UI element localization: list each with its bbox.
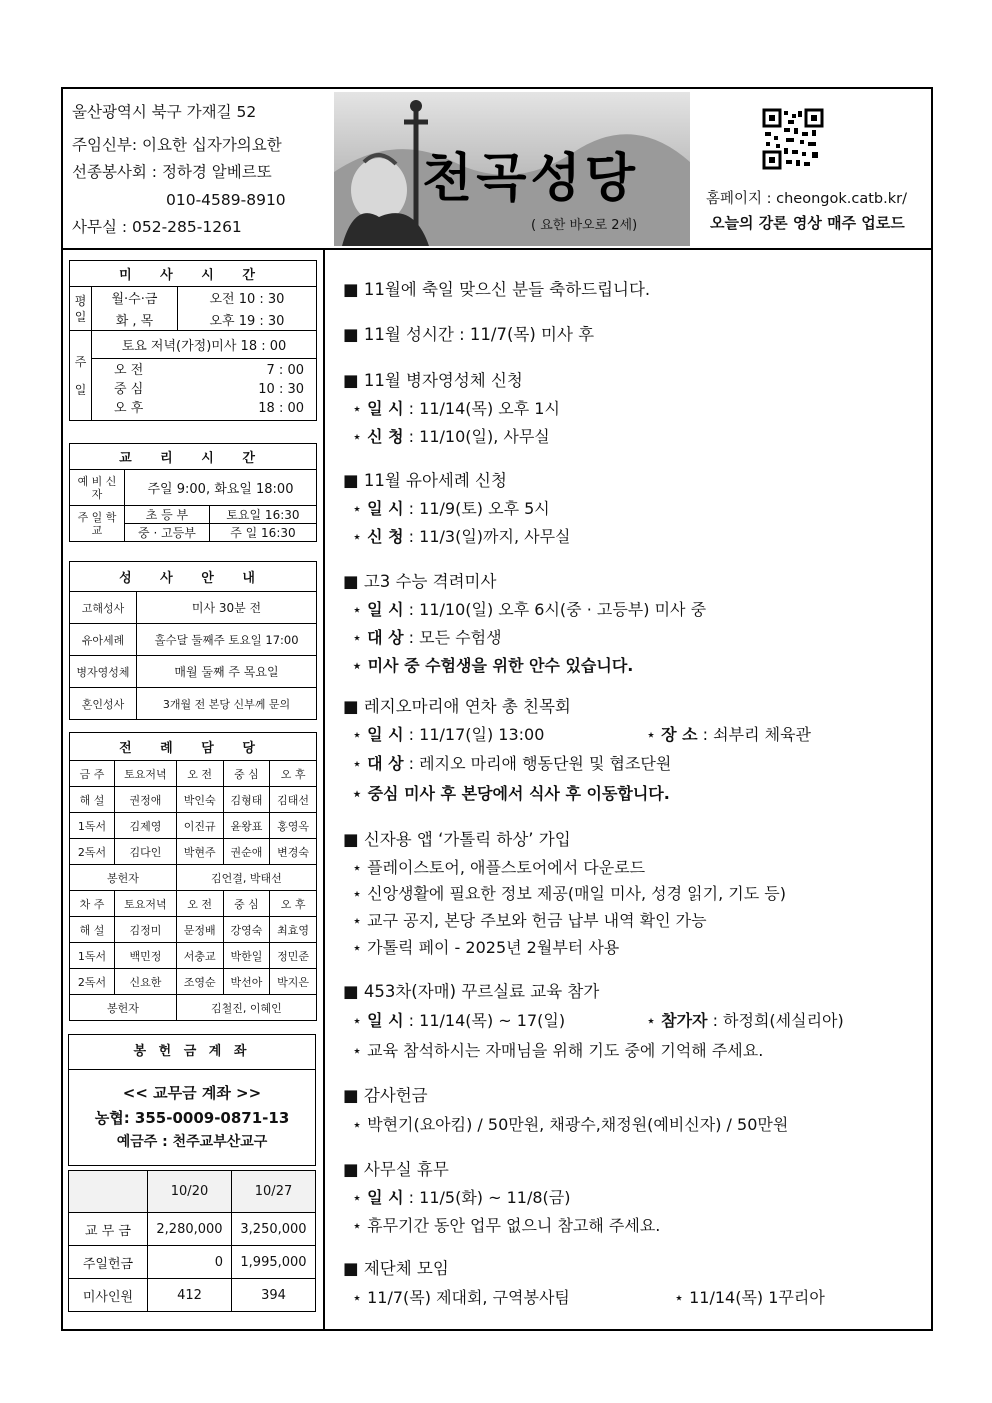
- sunday-label-2: 일: [74, 382, 87, 397]
- office-phone: 사무실 : 052-285-1261: [72, 218, 242, 236]
- notice-title: ■ 고3 수능 격려미사: [343, 572, 497, 591]
- catechism-title: 교 리 시 간: [70, 444, 317, 470]
- weekday-time-2: 오후 19 : 30: [177, 309, 316, 331]
- secondary-label: 중 · 고등부: [125, 524, 210, 542]
- notice-title: ■ 레지오마리애 연차 총 친목회: [343, 697, 571, 716]
- liturgy-title: 전 례 담 당: [70, 733, 317, 761]
- liturgy-header-cell: 토요저녁: [115, 891, 177, 917]
- finance-label: 미사인원: [69, 1279, 148, 1312]
- notice-item: ⋆ 중심 미사 후 본당에서 식사 후 이동합니다.: [352, 784, 670, 803]
- notice-item: ⋆ 대 상 : 모든 수험생: [352, 628, 502, 647]
- finance-value: 1,995,000: [232, 1246, 316, 1279]
- account-number: 농협: 355-0009-0871-13: [94, 1109, 290, 1127]
- liturgy-cell: 변경숙: [270, 839, 317, 865]
- liturgy-cell: 박인숙: [176, 787, 223, 813]
- notice-item: ⋆ 참가자 : 하정희(세실리아): [646, 1011, 844, 1030]
- notice-title: ■ 감사헌금: [343, 1086, 428, 1105]
- notice-item: ⋆ 일 시 : 11/17(일) 13:00: [352, 725, 545, 744]
- liturgy-cell: 강영숙: [223, 917, 270, 943]
- catechism-table: [69, 443, 317, 542]
- homepage-url[interactable]: 홈페이지 : cheongok.catb.kr/: [706, 191, 907, 207]
- weekday-label-1: 평: [74, 293, 87, 308]
- liturgy-cell: 김제영: [115, 813, 177, 839]
- liturgy-cell: 신요한: [115, 969, 177, 995]
- notice-item: ⋆ 11/14(목) 1꾸리아: [674, 1288, 825, 1307]
- finance-value: 412: [148, 1279, 232, 1312]
- header-divider: [61, 248, 933, 250]
- liturgy-header-cell: 오 전: [176, 761, 223, 787]
- liturgy-cell: 박한일: [223, 943, 270, 969]
- sacrament-info: 매월 둘째 주 목요일: [137, 656, 317, 688]
- notice-title: ■ 제단체 모임: [343, 1259, 449, 1278]
- saturday-evening-mass: 토요 저녁(가정)미사 18 : 00: [92, 331, 317, 359]
- donation-title: 봉 헌 금 계 좌: [69, 1035, 315, 1070]
- notice-title: ■ 신자용 앱 ‘가톨릭 하상’ 가입: [343, 830, 571, 849]
- sacraments-table: [69, 561, 317, 720]
- notice-title: ■ 11월 성시간 : 11/7(목) 미사 후: [343, 325, 595, 344]
- donation-box: [68, 1034, 316, 1166]
- sacraments-title: 성 사 안 내: [70, 562, 317, 592]
- notice-item: ⋆ 일 시 : 11/5(화) ~ 11/8(금): [352, 1188, 571, 1207]
- liturgy-cell: 이진규: [176, 813, 223, 839]
- offering-names: 김언결, 박태선: [176, 865, 316, 891]
- liturgy-cell: 문정배: [176, 917, 223, 943]
- liturgy-cell: 백민정: [115, 943, 177, 969]
- notice-item: ⋆ 11/7(목) 제대회, 구역봉사팀: [352, 1288, 570, 1307]
- secondary-time: 주 일 16:30: [209, 524, 316, 542]
- account-holder: 예금주 : 천주교부산교구: [116, 1134, 268, 1150]
- sacrament-name: 유아세례: [70, 624, 137, 656]
- notice-item: ⋆ 휴무기간 동안 업무 없으니 참고해 주세요.: [352, 1216, 661, 1235]
- notice-item: ⋆ 가톨릭 페이 - 2025년 2월부터 사용: [352, 938, 620, 957]
- notice-item: ⋆ 교육 참석하시는 자매님을 위해 기도 중에 기억해 주세요.: [352, 1041, 764, 1060]
- liturgy-cell: 2독서: [70, 969, 115, 995]
- finance-label: 교 무 금: [69, 1213, 148, 1246]
- column-divider: [323, 249, 325, 1331]
- pastor: 주임신부: 이요한 십자가의요한: [72, 136, 282, 154]
- notice-title: ■ 11월 유아세례 신청: [343, 471, 507, 490]
- homily-note: 오늘의 강론 영상 매주 업로드: [710, 214, 905, 232]
- notice-item: ⋆ 신 청 : 11/10(일), 사무실: [352, 427, 550, 446]
- weekday-label-2: 일: [74, 309, 87, 324]
- elementary-label: 초 등 부: [125, 506, 210, 524]
- liturgy-cell: 김태선: [270, 787, 317, 813]
- finance-date: 10/20: [148, 1171, 232, 1213]
- elementary-time: 토요일 16:30: [209, 506, 316, 524]
- weekday-time-1: 오전 10 : 30: [177, 287, 316, 309]
- church-name: 천곡성당: [422, 148, 639, 209]
- notice-title: ■ 11월에 축일 맞으신 분들 축하드립니다.: [343, 280, 651, 299]
- notice-item: ⋆ 장 소 : 쇠부리 체육관: [646, 725, 811, 744]
- liturgy-header-cell: 중 심: [223, 761, 270, 787]
- liturgy-cell: 박선아: [223, 969, 270, 995]
- sunday-mass-row: 오 후 18 : 00: [114, 401, 304, 416]
- liturgy-cell: 권정애: [115, 787, 177, 813]
- finance-value: 3,250,000: [232, 1213, 316, 1246]
- notice-item: ⋆ 일 시 : 11/10(일) 오후 6시(중 · 고등부) 미사 중: [352, 600, 707, 619]
- finance-value: 0: [148, 1246, 232, 1279]
- liturgy-cell: 김정미: [115, 917, 177, 943]
- liturgy-cell: 1독서: [70, 813, 115, 839]
- sunday-mass-row: 중 심 10 : 30: [114, 382, 304, 397]
- finance-value: 394: [232, 1279, 316, 1312]
- finance-table: [68, 1170, 316, 1312]
- sacrament-info: 3개월 전 본당 신부께 문의: [137, 688, 317, 720]
- notice-item: ⋆ 일 시 : 11/14(목) 오후 1시: [352, 399, 560, 418]
- sunday-label-1: 주: [74, 354, 87, 369]
- catechumen-label: 예 비 신 자: [70, 470, 125, 506]
- sunday-mass-row: 오 전 7 : 00: [114, 363, 304, 378]
- offering-label: 봉헌자: [70, 865, 177, 891]
- mass-times-table: [69, 260, 317, 421]
- liturgy-header-cell: 차 주: [70, 891, 115, 917]
- missionary: 선종봉사회 : 정하경 알베르또: [72, 163, 272, 181]
- liturgy-cell: 2독서: [70, 839, 115, 865]
- offering-names: 김철진, 이혜인: [176, 995, 316, 1021]
- sacrament-name: 병자영성체: [70, 656, 137, 688]
- church-address: 울산광역시 북구 가재길 52: [72, 103, 257, 121]
- liturgy-header-cell: 금 주: [70, 761, 115, 787]
- account-title: << 교무금 계좌 >>: [122, 1084, 262, 1102]
- liturgy-header-cell: 오 전: [176, 891, 223, 917]
- finance-label: 주일헌금: [69, 1246, 148, 1279]
- catechumen-time: 주일 9:00, 화요일 18:00: [125, 470, 317, 506]
- liturgy-cell: 정민준: [270, 943, 317, 969]
- notice-title: ■ 사무실 휴무: [343, 1160, 449, 1179]
- liturgy-header-cell: 오 후: [270, 891, 317, 917]
- sunday-school-label: 주 일 학 교: [70, 506, 125, 542]
- notice-item: ⋆ 박현기(요아킴) / 50만원, 채광수,채정원(예비신자) / 50만원: [352, 1115, 789, 1134]
- church-banner: [334, 92, 690, 246]
- notice-item: ⋆ 미사 중 수험생을 위한 안수 있습니다.: [352, 656, 634, 675]
- liturgy-cell: 윤왕표: [223, 813, 270, 839]
- sacrament-info: 미사 30분 전: [137, 592, 317, 624]
- weekday-days-1: 월·수·금: [92, 287, 178, 309]
- liturgy-header-cell: 오 후: [270, 761, 317, 787]
- liturgy-cell: 서충교: [176, 943, 223, 969]
- notice-item: ⋆ 신앙생활에 필요한 정보 제공(매일 미사, 성경 읽기, 기도 등): [352, 884, 786, 903]
- finance-value: 2,280,000: [148, 1213, 232, 1246]
- liturgy-cell: 조영순: [176, 969, 223, 995]
- liturgy-cell: 권순애: [223, 839, 270, 865]
- liturgy-cell: 홍영옥: [270, 813, 317, 839]
- notice-item: ⋆ 교구 공지, 본당 주보와 헌금 납부 내역 확인 가능: [352, 911, 707, 930]
- notice-item: ⋆ 대 상 : 레지오 마리애 행동단원 및 협조단원: [352, 754, 672, 773]
- qr-code-icon: [762, 108, 824, 170]
- notice-title: ■ 453차(자매) 꾸르실료 교육 참가: [343, 982, 600, 1001]
- liturgy-header-cell: 중 심: [223, 891, 270, 917]
- sacrament-name: 고해성사: [70, 592, 137, 624]
- offering-label: 봉헌자: [70, 995, 177, 1021]
- liturgy-cell: 최효영: [270, 917, 317, 943]
- mass-times-title: 미 사 시 간: [70, 261, 317, 287]
- liturgy-cell: 김다인: [115, 839, 177, 865]
- liturgy-cell: 김형태: [223, 787, 270, 813]
- notice-item: ⋆ 플레이스토어, 애플스토어에서 다운로드: [352, 858, 646, 877]
- liturgy-cell: 1독서: [70, 943, 115, 969]
- liturgy-table: [69, 732, 317, 1021]
- notice-item: ⋆ 신 청 : 11/3(일)까지, 사무실: [352, 527, 571, 546]
- notice-title: ■ 11월 병자영성체 신청: [343, 371, 523, 390]
- liturgy-cell: 해 설: [70, 787, 115, 813]
- liturgy-cell: 해 설: [70, 917, 115, 943]
- sacrament-info: 홀수달 둘째주 토요일 17:00: [137, 624, 317, 656]
- liturgy-header-cell: 토요저녁: [115, 761, 177, 787]
- notice-item: ⋆ 일 시 : 11/9(토) 오후 5시: [352, 499, 550, 518]
- liturgy-cell: 박지은: [270, 969, 317, 995]
- notice-item: ⋆ 일 시 : 11/14(목) ~ 17(일): [352, 1011, 566, 1030]
- liturgy-cell: 박현주: [176, 839, 223, 865]
- patron-saint: ( 요한 바오로 2세): [531, 218, 638, 233]
- finance-date: 10/27: [232, 1171, 316, 1213]
- weekday-days-2: 화 , 목: [92, 309, 178, 331]
- sacrament-name: 혼인성사: [70, 688, 137, 720]
- missionary-phone: 010-4589-8910: [166, 191, 286, 209]
